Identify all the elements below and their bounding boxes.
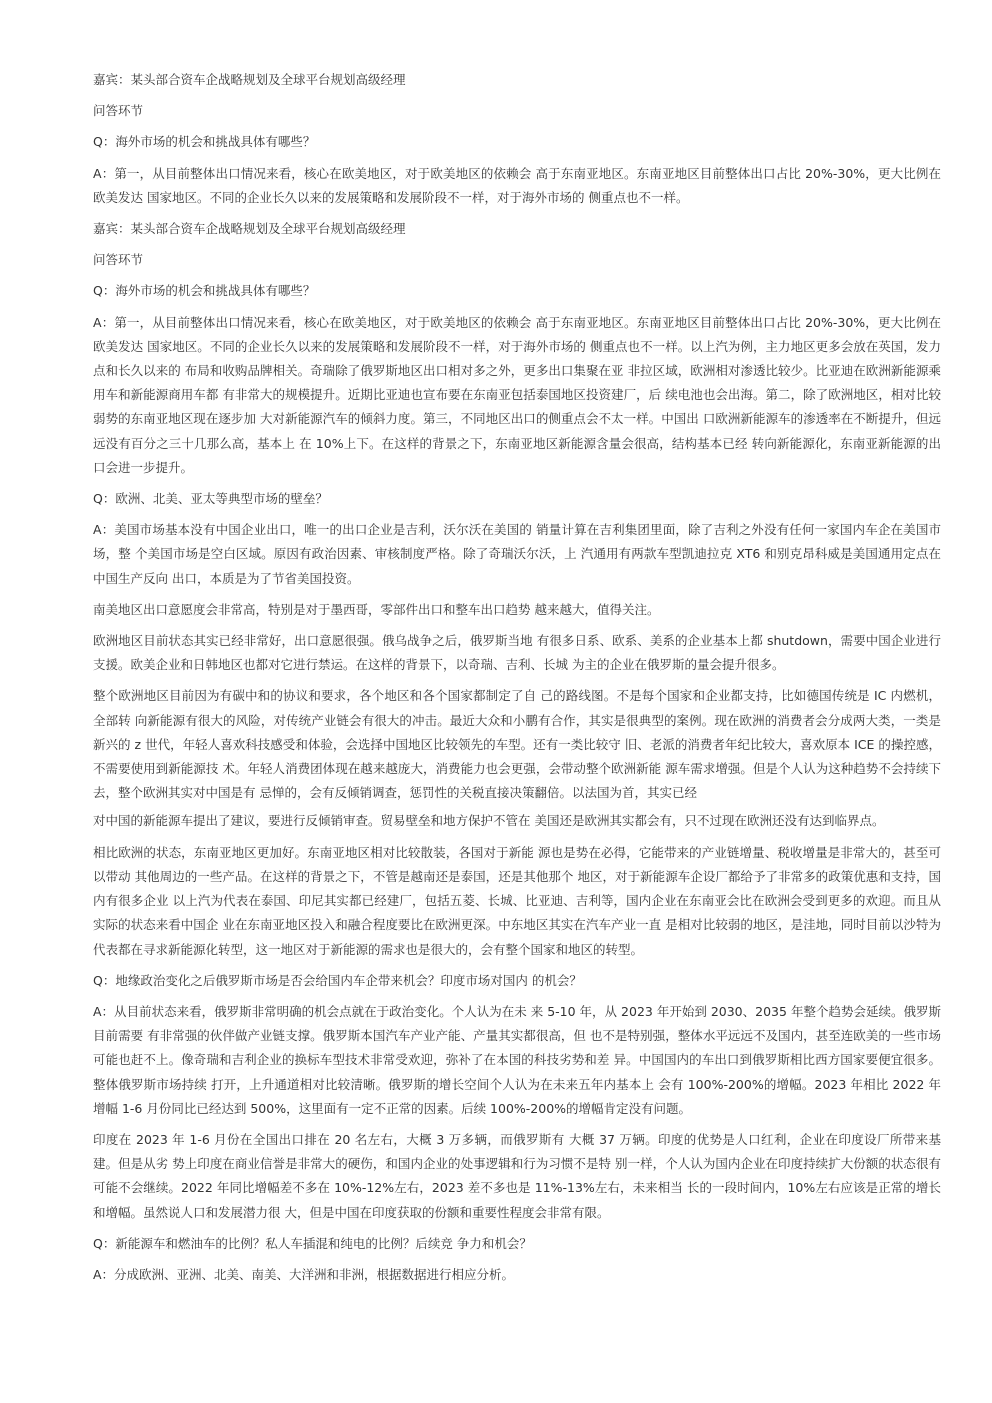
paragraph: 对中国的新能源车提出了建议，要进行反倾销审查。贸易壁垒和地方保护不管在 美国还是欧洲其实都会有，只不过现在欧洲还没有达到临界点。 <box>93 813 885 829</box>
guest-line: 嘉宾：某头部合资车企战略规划及全球平台规划高级经理 <box>93 221 406 237</box>
paragraph: 印度在 2023 年 1-6 月份在全国出口排在 20 名左右，大概 3 万多辆，而俄罗斯有 大概 37 万辆。印度的优势是人口红利，企业在印度设厂所带来基建。但是从劣 势上印度在商业信誉是非常大的硬伤，和国内企业的处事逻辑和行为习惯不是特 别一样，个人认为国内企业在印度持续扩大份额的状态很有可能不会继续。2022 年同比增幅差不多在 10%-12%左右，2023 差不多也是 11%-13%左右，未来相当 长的一段时间内，10%左右应该是正常的增长和增幅。虽然说人口和发展潜力很 大，但是中国在印度获取的份额和重要性程度会非常有限。 <box>93 1131 941 1220</box>
answer: A：第一，从目前整体出口情况来看，核心在欧美地区，对于欧美地区的依赖会 高于东南亚地区。东南亚地区目前整体出口占比 20%-30%，更大比例在欧美发达 国家地区。不同的企业长久以来的发展策略和发展阶段不一样，对于海外市场的 侧重点也不一样。 <box>93 165 941 205</box>
paragraph: 南美地区出口意愿度会非常高，特别是对于墨西哥，零部件出口和整车出口趋势 越来越大，值得关注。 <box>93 601 660 617</box>
paragraph: 欧洲地区目前状态其实已经非常好，出口意愿很强。俄乌战争之后，俄罗斯当地 有很多日系、欧系、美系的企业基本上都 shutdown，需要中国企业进行支援。欧美企业和日韩地区也都对它进行禁运。在这样的背景下，以奇瑞、吉利、长城 为主的企业在俄罗斯的量会提升很多。 <box>93 633 941 673</box>
question: Q：海外市场的机会和挑战具体有哪些？ <box>93 283 316 299</box>
question: Q：新能源车和燃油车的比例？私人车插混和纯电的比例？后续竞 争力和机会？ <box>93 1235 532 1251</box>
section-heading: 问答环节 <box>93 252 144 268</box>
answer: A：分成欧洲、亚洲、北美、南美、大洋洲和非洲，根据数据进行相应分析。 <box>93 1266 515 1282</box>
question: Q：地缘政治变化之后俄罗斯市场是否会给国内车企带来机会？印度市场对国内 的机会？ <box>93 972 582 988</box>
paragraph: 相比欧洲的状态，东南亚地区更加好。东南亚地区相对比较散装，各国对于新能 源也是势在必得，它能带来的产业链增量、税收增量是非常大的，甚至可以带动 其他周边的一些产品。在这样的背景之下，不管是越南还是泰国，还是其他那个 地区，对于新能源车企设厂都给予了非常多的政策优惠和支持，国内有很多企业 以上汽为代表在泰国、印尼其实都已经建厂，包括五菱、长城、比亚迪、吉利等，国内企业在东南亚会比在欧洲会受到更多的欢迎。而且从实际的状态来看中国企 业在东南亚地区投入和融合程度要比在欧洲更深。中东地区其实在汽车产业一直 是相对比较弱的地区，是洼地，同时目前以沙特为代表都在寻求新能源化转型，这一地区对于新能源的需求也是很大的，会有整个国家和地区的转型。 <box>93 844 941 957</box>
question: Q：海外市场的机会和挑战具体有哪些？ <box>93 134 316 150</box>
paragraph: 整个欧洲地区目前因为有碳中和的协议和要求，各个地区和各个国家都制定了自 己的路线图。不是每个国家和企业都支持，比如德国传统是 IC 内燃机，全部转 向新能源有很大的风险，对传统产业链会有很大的冲击。最近大众和小鹏有合作，其实是很典型的案例。现在欧洲的消费者会分成两大类，一类是新兴的 z 世代，年轻人喜欢科技感受和体验，会选择中国地区比较领先的车型。还有一类比较守 旧、老派的消费者年纪比较大，喜欢原本 ICE 的操控感，不需要使用到新能源技 术。年轻人消费团体现在越来越庞大，消费能力也会更强，会带动整个欧洲新能 源车需求增强。但是个人认为这种趋势不会持续下去，整个欧洲其实对中国是有 忌惮的，会有反倾销调查，惩罚性的关税直接决策翻倍。以法国为首，其实已经 <box>93 688 941 801</box>
guest-line: 嘉宾：某头部合资车企战略规划及全球平台规划高级经理 <box>93 72 406 87</box>
document-body <box>93 68 941 1294</box>
answer: A：从目前状态来看，俄罗斯非常明确的机会点就在于政治变化。个人认为在未 来 5-10 年，从 2023 年开始到 2030、2035 年整个趋势会延续。俄罗斯目前需要 有非常强的伙伴做产业链支撑。俄罗斯本国汽车产业产能、产量其实都很高，但 也不是特别强，整体水平远远不及国内，甚至连欧美的一些市场可能也赶不上。像奇瑞和吉利企业的换标车型技术非常受欢迎，弥补了在本国的科技劣势和差 异。中国国内的车出口到俄罗斯相比西方国家要便宜很多。整体俄罗斯市场持续 打开，上升通道相对比较清晰。俄罗斯的增长空间个人认为在未来五年内基本上 会有 100%-200%的增幅。2023 年相比 2022 年增幅 1-6 月份同比已经达到 500%，这里面有一定不正常的因素。后续 100%-200%的增幅肯定没有问题。 <box>93 1003 941 1116</box>
section-heading: 问答环节 <box>93 103 144 119</box>
question: Q：欧洲、北美、亚太等典型市场的壁垒？ <box>93 491 328 507</box>
answer: A：美国市场基本没有中国企业出口，唯一的出口企业是吉利，沃尔沃在美国的 销量计算在吉利集团里面，除了吉利之外没有任何一家国内车企在美国市场，整 个美国市场是空白区域。原因有政治因素、审核制度严格。除了奇瑞沃尔沃，上 汽通用有两款车型凯迪拉克 XT6 和别克昂科威是美国通用定点在中国生产反向 出口，本质是为了节省美国投资。 <box>93 522 941 586</box>
answer: A：第一，从目前整体出口情况来看，核心在欧美地区，对于欧美地区的依赖会 高于东南亚地区。东南亚地区目前整体出口占比 20%-30%，更大比例在欧美发达 国家地区。不同的企业长久以来的发展策略和发展阶段不一样，对于海外市场的 侧重点也不一样。以上汽为例，主力地区更多会放在英国，发力点和长久以来的 布局和收购品牌相关。奇瑞除了俄罗斯地区出口相对多之外，更多出口集聚在亚 非拉区域，欧洲相对渗透比较少。比亚迪在欧洲新能源乘用车和新能源商用车都 有非常大的规模提升。近期比亚迪也宣布要在东南亚包括泰国地区投资建厂，后 续电池也会出海。第二，除了欧洲地区，相对比较弱势的东南亚地区现在逐步加 大对新能源汽车的倾斜力度。第三，不同地区出口的侧重点会不太一样。中国出 口欧洲新能源车的渗透率在不断提升，但远远没有百分之三十几那么高，基本上 在 10%上下。在这样的背景之下，东南亚地区新能源含量会很高，结构基本已经 转向新能源化，东南亚新能源的出口会进一步提升。 <box>93 314 941 475</box>
